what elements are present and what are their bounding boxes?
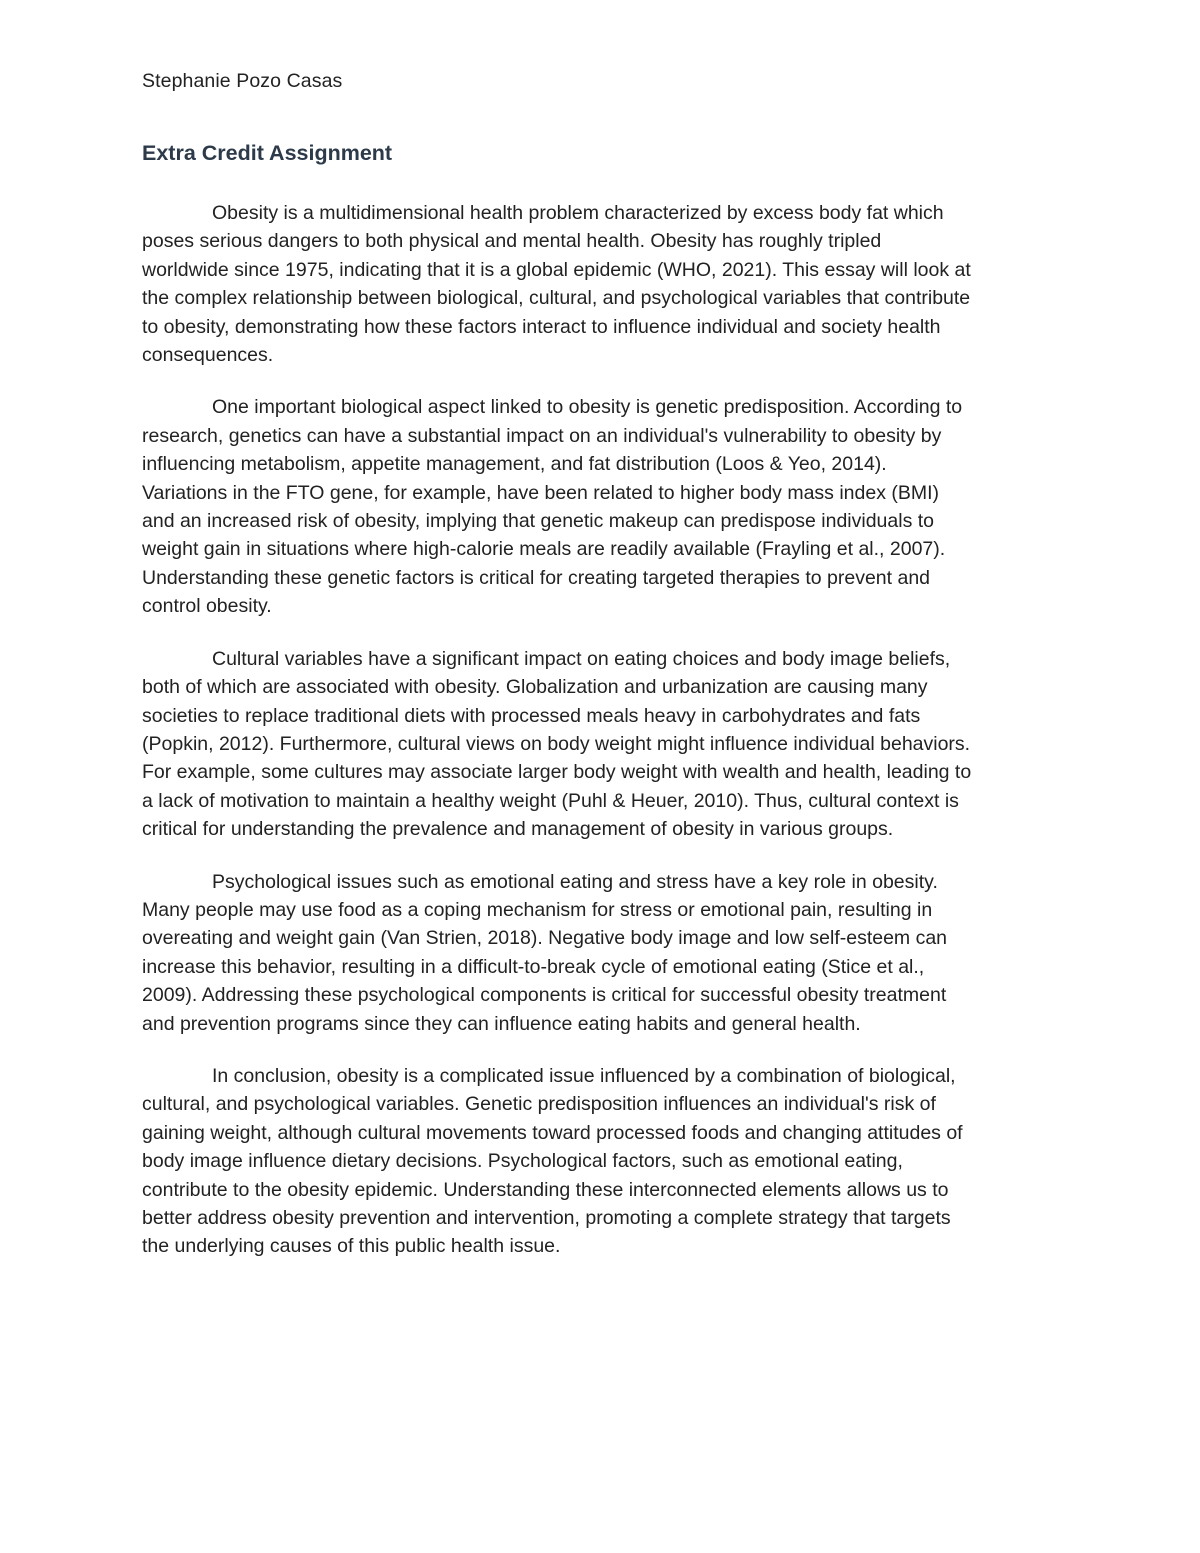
body-paragraph [142, 393, 1064, 620]
paragraph-line: research, genetics can have a substantial impact on an individual's vulnerability to obesity by [142, 424, 942, 447]
paragraph-line: gaining weight, although cultural movements toward processed foods and changing attitudes of [142, 1121, 963, 1144]
paragraph-line: and prevention programs since they can influence eating habits and general health. [142, 1012, 861, 1035]
paragraph-line: the underlying causes of this public health issue. [142, 1235, 561, 1258]
paragraph-line: For example, some cultures may associate larger body weight with wealth and health, leading to [142, 761, 972, 784]
paragraph-line: societies to replace traditional diets with processed meals heavy in carbohydrates and fats [142, 704, 921, 727]
paragraph-line: (Popkin, 2012). Furthermore, cultural views on body weight might influence individual behaviors. [142, 732, 971, 755]
paragraph-line: both of which are associated with obesity. Globalization and urbanization are causing many [142, 676, 928, 699]
paragraph-line: One important biological aspect linked to obesity is genetic predisposition. According to [212, 396, 963, 419]
paragraph-line: Obesity is a multidimensional health problem characterized by excess body fat which [212, 202, 944, 224]
paragraph-line: Understanding these genetic factors is critical for creating targeted therapies to prevent and [142, 566, 931, 589]
paragraph-line: the complex relationship between biological, cultural, and psychological variables that contribute [142, 287, 971, 310]
paragraph-line: overeating and weight gain (Van Strien, 2018). Negative body image and low self-esteem can [142, 927, 948, 950]
document-title: Extra Credit Assignment [142, 141, 393, 165]
body-paragraph [142, 199, 1064, 369]
paragraph-line: control obesity. [142, 595, 272, 618]
body-paragraph [142, 1062, 1064, 1261]
paragraph-line: influencing metabolism, appetite management, and fat distribution (Loos & Yeo, 2014). [142, 453, 887, 476]
paragraph-line: weight gain in situations where high-calorie meals are readily available (Frayling et al., 2007). [142, 538, 946, 561]
body-paragraph [142, 645, 1064, 844]
paragraph-line: critical for understanding the prevalence and management of obesity in various groups. [142, 818, 894, 841]
paragraph-line: a lack of motivation to maintain a healthy weight (Puhl & Heuer, 2010). Thus, cultural context is [142, 789, 959, 812]
author-name: Stephanie Pozo Casas [142, 70, 343, 92]
paragraph-line: contribute to the obesity epidemic. Understanding these interconnected elements allows us to [142, 1178, 949, 1201]
paragraph-line: Cultural variables have a significant impact on eating choices and body image beliefs, [212, 647, 951, 670]
paragraph-line: poses serious dangers to both physical and mental health. Obesity has roughly tripled [142, 230, 882, 253]
paragraph-line: 2009). Addressing these psychological components is critical for successful obesity treatment [142, 984, 947, 1007]
paragraph-line: In conclusion, obesity is a complicated issue influenced by a combination of biological, [212, 1064, 956, 1087]
paragraph-line: to obesity, demonstrating how these factors interact to influence individual and society health [142, 315, 941, 338]
paragraph-line: Many people may use food as a coping mechanism for stress or emotional pain, resulting in [142, 898, 933, 921]
paragraph-line: increase this behavior, resulting in a difficult-to-break cycle of emotional eating (Stice et al., [142, 955, 925, 978]
paragraph-line: cultural, and psychological variables. Genetic predisposition influences an individual's risk of [142, 1093, 936, 1116]
paragraph-line: consequences. [142, 344, 274, 367]
paragraph-line: body image influence dietary decisions. Psychological factors, such as emotional eating, [142, 1150, 903, 1173]
paragraph-line: and an increased risk of obesity, implying that genetic makeup can predispose individuals to [142, 510, 935, 533]
paragraph-line: Variations in the FTO gene, for example, have been related to higher body mass index (BMI) [142, 481, 940, 504]
paragraph-line: better address obesity prevention and intervention, promoting a complete strategy that targets [142, 1207, 951, 1229]
body-paragraph [142, 868, 1064, 1038]
paragraph-line: Psychological issues such as emotional eating and stress have a key role in obesity. [212, 870, 938, 893]
document-body [142, 199, 1064, 1285]
paragraph-line: worldwide since 1975, indicating that it is a global epidemic (WHO, 2021). This essay will look at [142, 258, 971, 281]
